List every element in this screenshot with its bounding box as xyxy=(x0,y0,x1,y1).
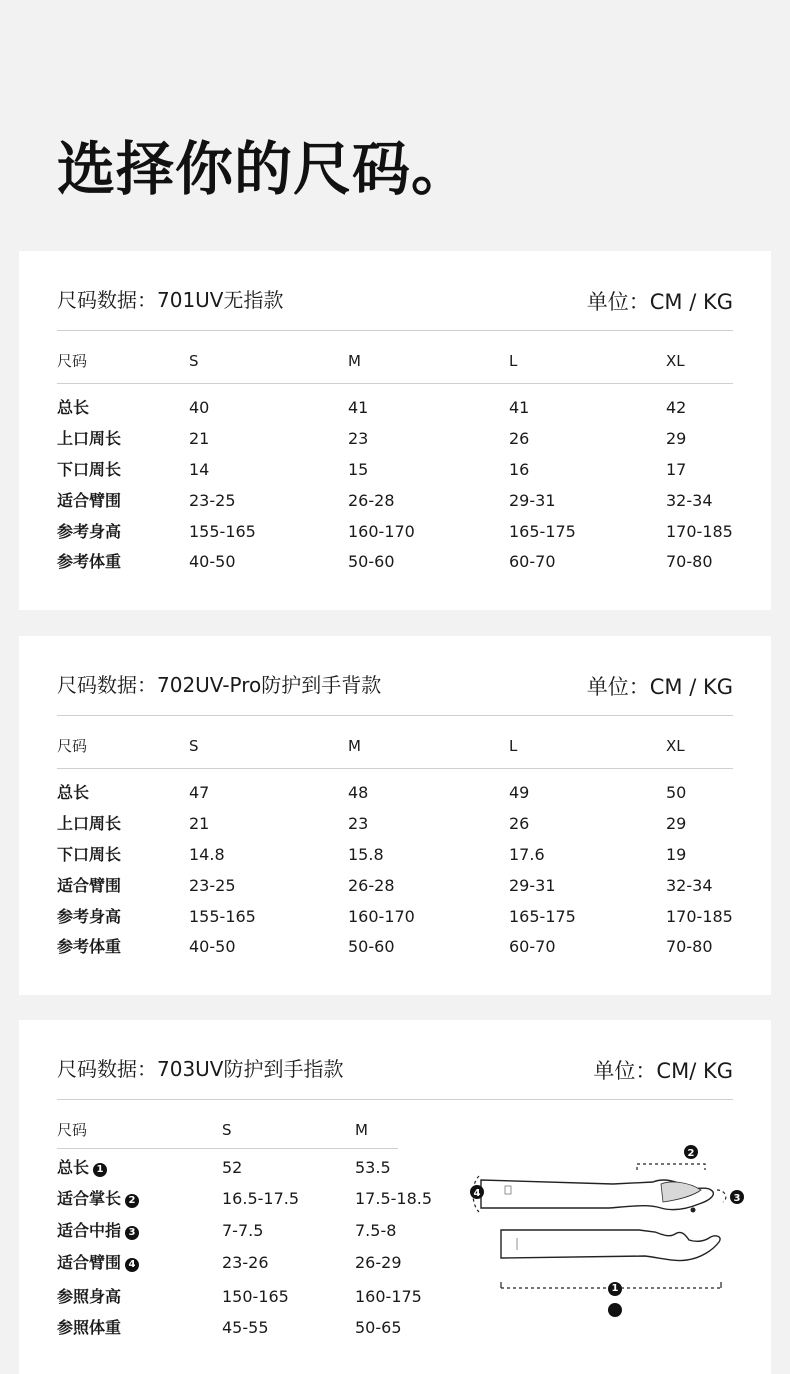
marker-1-icon: 1 xyxy=(608,1282,622,1296)
table-row xyxy=(19,874,771,898)
table-cell: 23 xyxy=(348,429,369,448)
table-row xyxy=(19,843,771,867)
table-cell: 23-25 xyxy=(189,876,236,895)
table-cell: 155-165 xyxy=(189,907,256,926)
row-label: 上口周长 xyxy=(57,429,122,448)
header-cell-xl: XL xyxy=(666,737,685,755)
divider xyxy=(57,1099,733,1100)
table-unit: 单位：CM / KG xyxy=(586,675,733,699)
row-label: 参考身高 xyxy=(57,907,122,926)
row-label: 下口周长 xyxy=(57,460,122,479)
table-row xyxy=(19,781,771,805)
table-unit: 单位：CM / KG xyxy=(586,290,733,314)
table-cell: 165-175 xyxy=(509,522,576,541)
table-cell: 26-29 xyxy=(355,1253,402,1272)
table-cell: 52 xyxy=(222,1158,243,1177)
table-cell: 17.6 xyxy=(509,845,545,864)
table-cell: 50-60 xyxy=(348,937,395,956)
row-label: 下口周长 xyxy=(57,845,122,864)
table-cell: 23-26 xyxy=(222,1253,269,1272)
table-cell: 26 xyxy=(509,814,530,833)
table-cell: 21 xyxy=(189,814,210,833)
table-cell: 48 xyxy=(348,783,369,802)
sleeve-lower-icon xyxy=(501,1230,720,1261)
table-cell: 50-65 xyxy=(355,1318,402,1337)
table-cell: 155-165 xyxy=(189,522,256,541)
table-cell: 41 xyxy=(509,398,530,417)
row-label: 参照体重 xyxy=(57,1318,122,1337)
divider xyxy=(57,1148,398,1149)
arm-sleeve-illustration xyxy=(449,1142,739,1302)
row-label: 适合臂围 xyxy=(57,876,122,895)
header-cell-m: M xyxy=(348,737,361,755)
header-cell-size: 尺码 xyxy=(57,737,88,755)
table-cell: 49 xyxy=(509,783,530,802)
table-cell: 160-170 xyxy=(348,522,415,541)
divider xyxy=(57,383,733,384)
table-cell: 32-34 xyxy=(666,876,713,895)
table-title: 尺码数据：701UV无指款 xyxy=(57,288,284,312)
table-title: 尺码数据：702UV-Pro防护到手背款 xyxy=(57,673,382,697)
table-cell: 32-34 xyxy=(666,491,713,510)
table-row xyxy=(19,935,771,959)
table-cell: 16.5-17.5 xyxy=(222,1189,300,1208)
table-cell: 26-28 xyxy=(348,491,395,510)
row-label: 总长 xyxy=(57,783,90,802)
table-cell: 15.8 xyxy=(348,845,384,864)
row-label: 总长 1 xyxy=(57,1156,107,1180)
header-cell-l: L xyxy=(509,352,518,370)
header-cell-s: S xyxy=(189,737,199,755)
marker-1-icon: 1 xyxy=(93,1163,107,1177)
header-cell-size: 尺码 xyxy=(57,1121,88,1139)
table-cell: 47 xyxy=(189,783,210,802)
table-cell: 7.5-8 xyxy=(355,1221,397,1240)
table-header-row xyxy=(19,734,771,758)
row-label: 上口周长 xyxy=(57,814,122,833)
table-cell: 70-80 xyxy=(666,552,713,571)
table-cell: 26-28 xyxy=(348,876,395,895)
row-label: 总长 xyxy=(57,398,90,417)
table-header-row xyxy=(19,349,771,373)
table-row xyxy=(19,905,771,929)
table-row xyxy=(19,396,771,420)
row-label: 适合臂围 xyxy=(57,491,122,510)
table-cell: 170-185 xyxy=(666,907,733,926)
divider xyxy=(57,768,733,769)
row-label: 参照身高 xyxy=(57,1287,122,1306)
table-cell: 29-31 xyxy=(509,876,556,895)
table-cell: 42 xyxy=(666,398,687,417)
marker-4-label: 4 xyxy=(473,1188,481,1199)
table-cell: 40-50 xyxy=(189,937,236,956)
table-title: 尺码数据：703UV防护到手指款 xyxy=(57,1057,344,1081)
header-cell-size: 尺码 xyxy=(57,352,88,370)
table-cell: 7-7.5 xyxy=(222,1221,264,1240)
table-row xyxy=(19,520,771,544)
table-cell: 160-175 xyxy=(355,1287,422,1306)
table-cell: 45-55 xyxy=(222,1318,269,1337)
table-cell: 19 xyxy=(666,845,687,864)
header-cell-s: S xyxy=(222,1121,232,1139)
table-header-row xyxy=(19,1118,771,1142)
row-label: 适合中指 3 xyxy=(57,1219,139,1243)
table-cell: 50 xyxy=(666,783,687,802)
table-cell: 41 xyxy=(348,398,369,417)
row-label: 参考体重 xyxy=(57,937,122,956)
table-cell: 40 xyxy=(189,398,210,417)
table-cell: 29 xyxy=(666,814,687,833)
table-row xyxy=(19,489,771,513)
header-cell-s: S xyxy=(189,352,199,370)
header-cell-m: M xyxy=(355,1121,368,1139)
table-row xyxy=(19,1316,771,1340)
table-cell: 14 xyxy=(189,460,210,479)
divider xyxy=(57,715,733,716)
table-cell: 23-25 xyxy=(189,491,236,510)
table-row xyxy=(19,550,771,574)
table-cell: 40-50 xyxy=(189,552,236,571)
table-cell: 15 xyxy=(348,460,369,479)
table-cell: 29 xyxy=(666,429,687,448)
marker-2-label: 2 xyxy=(687,1148,695,1159)
table-cell: 170-185 xyxy=(666,522,733,541)
row-label: 适合掌长 2 xyxy=(57,1187,139,1211)
divider xyxy=(57,330,733,331)
table-cell: 21 xyxy=(189,429,210,448)
table-unit: 单位：CM/ KG xyxy=(593,1059,733,1083)
table-cell: 23 xyxy=(348,814,369,833)
page-title: 选择你的尺码。 xyxy=(57,135,471,203)
marker-3-label: 3 xyxy=(733,1193,741,1204)
header-cell-xl: XL xyxy=(666,352,685,370)
row-label: 适合臂围 4 xyxy=(57,1251,139,1275)
table-cell: 60-70 xyxy=(509,937,556,956)
table-cell: 60-70 xyxy=(509,552,556,571)
table-row xyxy=(19,427,771,451)
marker-4-icon: 4 xyxy=(125,1258,139,1272)
table-cell: 29-31 xyxy=(509,491,556,510)
table-cell: 150-165 xyxy=(222,1287,289,1306)
size-table-701 xyxy=(19,251,771,610)
row-label: 参考体重 xyxy=(57,552,122,571)
table-cell: 50-60 xyxy=(348,552,395,571)
table-row xyxy=(19,458,771,482)
table-cell: 17 xyxy=(666,460,687,479)
table-row xyxy=(19,812,771,836)
table-cell: 70-80 xyxy=(666,937,713,956)
table-cell: 16 xyxy=(509,460,530,479)
table-cell: 53.5 xyxy=(355,1158,391,1177)
table-cell: 160-170 xyxy=(348,907,415,926)
size-table-703 xyxy=(19,1020,771,1374)
table-cell: 14.8 xyxy=(189,845,225,864)
table-cell: 165-175 xyxy=(509,907,576,926)
table-cell: 17.5-18.5 xyxy=(355,1189,433,1208)
row-label: 参考身高 xyxy=(57,522,122,541)
table-cell: 26 xyxy=(509,429,530,448)
header-cell-m: M xyxy=(348,352,361,370)
marker-3-icon: 3 xyxy=(125,1226,139,1240)
marker-2-icon: 2 xyxy=(125,1194,139,1208)
header-cell-l: L xyxy=(509,737,518,755)
size-table-702 xyxy=(19,636,771,995)
